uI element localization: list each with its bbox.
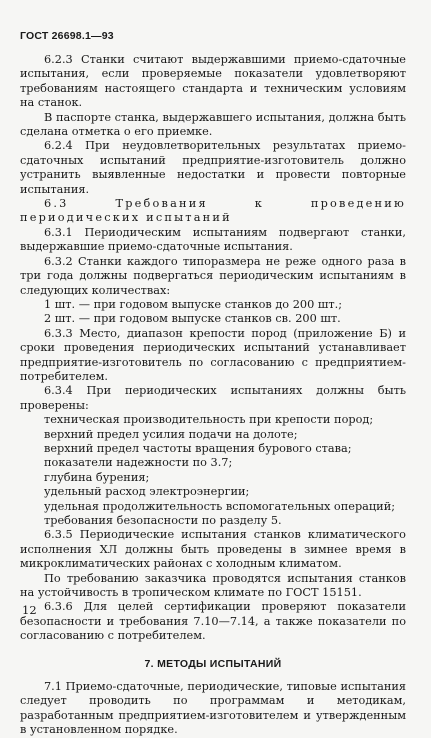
paragraph-6-3-5: 6.3.5 Периодические испытания станков климатического исполнения ХЛ должны быть проведены в зимнее время в микроклиматических районах с холодным климатом. [20,528,406,571]
subsection-heading-6-3: 6.3 Требования к проведению периодических испытаний [20,197,406,225]
paragraph-6-3-3: 6.3.3 Место, диапазон крепости пород (приложение Б) и сроки проведения периодических испытаний устанавливает предприятие-изготовитель по согласованию с предприятием-потребителем. [20,326,406,383]
paragraph-tropical: По требованию заказчика проводятся испытания станков на устойчивость в тропическом климате по ГОСТ 15151. [20,571,406,600]
list-item-energy-consumption: удельный расход электроэнергии; [44,485,250,499]
document-body [20,53,406,738]
list-item-auxiliary-duration: удельная продолжительность вспомогательных операций; [44,499,396,513]
paragraph-6-3-1: 6.3.1 Периодическим испытаниям подвергают станки, выдержавшие приемо-сдаточные испытания. [20,225,406,254]
paragraph-6-2-4: 6.2.4 При неудовлетворительных результатах приемо-сдаточных испытаний предприятие-изготовитель должно устранить выявленные недостатки и провести повторные испытания. [20,139,406,196]
paragraph-7-1: 7.1 Приемо-сдаточные, периодические, типовые испытания следует проводить по программам и методикам, разработанным предприятием-изготовителем и утвержденным в установленном порядке. [20,680,406,737]
paragraph-6-2-3: 6.2.3 Станки считают выдержавшими приемо-сдаточные испытания, если проверяемые показатели удовлетворяют требованиям настоящего стандарта и техническим условиям на станок. [20,53,406,110]
paragraph-passport: В паспорте станка, выдержавшего испытания, должна быть сделана отметка о его приемке. [20,110,406,139]
paragraph-6-3-2: 6.3.2 Станки каждого типоразмера не реже одного раза в три года должны подвергаться периодическим испытаниям в следующих количествах: [20,254,406,297]
list-item-safety: требования безопасности по разделу 5. [44,514,282,527]
page-number: 12 [22,603,37,617]
paragraph-6-3-6: 6.3.6 Для целей сертификации проверяют показатели безопасности и требования 7.10—7.14, а также показатели по согласованию с потребителем. [20,600,406,643]
document-header: ГОСТ 26698.1—93 [20,30,114,42]
list-item-rotation-frequency: верхний предел частоты вращения бурового става; [44,441,352,455]
list-item-quantity-2: 2 шт. — при годовом выпуске станков св. 200 шт. [44,312,341,326]
list-item-reliability: показатели надежности по 3.7; [44,456,233,470]
list-item-productivity: техническая производительность при крепости пород; [44,413,374,427]
list-item-feed-force: верхний предел усилия подачи на долоте; [44,427,298,441]
paragraph-6-3-4: 6.3.4 При периодических испытаниях должны быть проверены: [20,384,406,412]
list-item-quantity-1: 1 шт. — при годовом выпуске станков до 200 шт.; [44,297,342,311]
list-item-drilling-depth: глубина бурения; [44,470,150,484]
section-title: 7. МЕТОДЫ ИСПЫТАНИЙ [144,657,282,670]
